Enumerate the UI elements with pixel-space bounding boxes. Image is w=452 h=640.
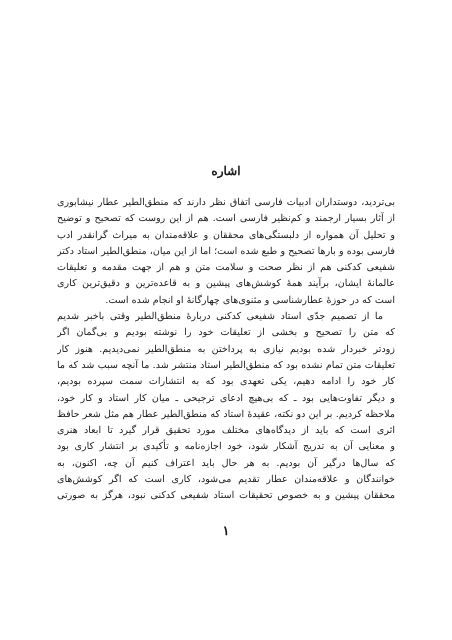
body-text xyxy=(57,195,395,505)
text-line: فارسی بوده و بارها تصحیح و طبع شده است؛ اما از این میان، منطق‌الطیر استاد دکتر xyxy=(57,245,395,257)
text-line: اثری است که باید از دیدگاه‌های مختلف مورد تحقیق قرار گیرد تا ابعاد هنری xyxy=(57,425,395,437)
text-line: است که در حوزهٔ عطارشناسی و مثنوی‌های چهارگانهٔ او انجام شده است. xyxy=(105,294,395,306)
text-line: شفیعی کدکنی هم از نظر صحت و سلامت متن و هم از جهت مقدمه و تعلیقات xyxy=(57,262,395,274)
paragraph-2 xyxy=(57,309,395,505)
text-line: زودتر خبردار شده بودیم نیازی به پرداختن به منطق‌الطیر نمی‌دیدیم. هنوز کار xyxy=(57,343,395,355)
text-line: و دیگر تفاوت‌هایی بود ـ که بی‌هیچ ادعای ترجیحی ـ میان کار استاد و کار خود، xyxy=(57,392,395,404)
text-line: محققان پیشین و به خصوص تحقیقات استاد شفیعی کدکنی نبود، هرگز به صورتی xyxy=(57,490,395,502)
text-line: ما از تصمیم جدّی استاد شفیعی کدکنی دربارهٔ منطق‌الطیر وقتی باخبر شدیم xyxy=(57,311,383,323)
text-line: که متن را تصحیح و بخشی از تعلیقات خود را نوشته بودیم و بی‌گمان اگر xyxy=(57,327,395,339)
text-line: و معنایی آن به تدریج آشکار شود، خود اجازه‌نامه و تأکیدی بر انتشار کاری بود xyxy=(57,441,395,453)
text-line: خوانندگان و علاقه‌مندان عطار تقدیم می‌شود، کاری است که اگر کوشش‌های xyxy=(57,474,395,486)
text-line: بی‌تردید، دوستداران ادبیات فارسی اتفاق نظر دارند که منطق‌الطیر عطار نیشابوری xyxy=(57,197,395,208)
text-line: از آثار بسیار ارجمند و کم‌نظیر فارسی است. هم از این روست که تصحیح و توضیح xyxy=(57,213,395,225)
page-number: ۱ xyxy=(222,524,230,539)
text-line: ملاحظه کردیم. بر این دو نکته، عقیدهٔ استاد که منطق‌الطیر عطار هم مثل شعر حافظ xyxy=(57,408,395,420)
text-line: تعلیقات متن تمام نشده بود که منطق‌الطیر استاد منتشر شد. ما آنچه سبب شد که ما xyxy=(57,359,395,371)
text-line: و تحلیل آن همواره از دلبستگی‌های محققان و علاقه‌مندان به میراث گرانقدر ادب xyxy=(57,229,395,241)
text-line: که سال‌ها درگیر آن بودیم. به هر حال باید اعتراف کنیم آن چه، اکنون، به xyxy=(57,457,395,469)
page-title: اشاره xyxy=(211,164,241,178)
paragraph-1 xyxy=(57,195,395,309)
text-line: عالمانهٔ ایشان، برآیند همهٔ کوشش‌های پیشین و به قاعده‌ترین و دقیق‌ترین کاری xyxy=(57,278,395,290)
text-line: کار خود را ادامه دهیم، یکی تعهدی بود که به انتشارات سمت سپرده بودیم، xyxy=(57,376,395,388)
